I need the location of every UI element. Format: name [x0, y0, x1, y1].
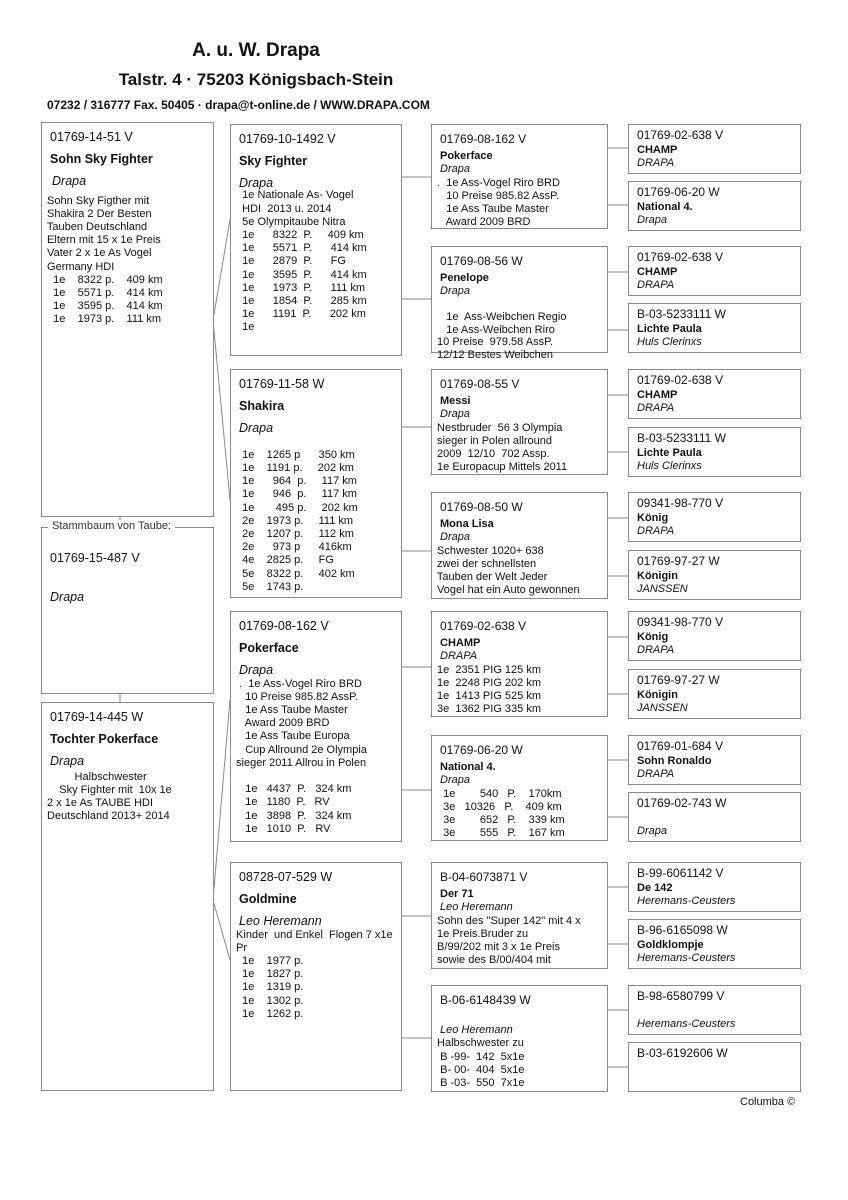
pigeon-name: CHAMP: [637, 389, 678, 402]
pigeon-name: CHAMP: [637, 144, 678, 157]
great-grandparent-card[interactable]: [431, 124, 608, 229]
ancestor-card[interactable]: [628, 862, 801, 912]
ancestor-card[interactable]: [628, 611, 801, 661]
breeder: DRAPA: [637, 768, 675, 781]
breeder: Drapa: [440, 285, 470, 298]
great-grandparent-card[interactable]: [431, 492, 608, 599]
connector-line: [213, 220, 230, 320]
ring-number: 01769-02-743 W: [637, 796, 727, 810]
pigeon-name: CHAMP: [440, 637, 481, 650]
ancestor-card[interactable]: [628, 303, 801, 353]
ring-number: 01769-06-20 W: [637, 185, 720, 199]
ring-number: 01769-97-27 W: [637, 673, 720, 687]
ring-number: 08728-07-529 W: [239, 870, 333, 884]
ancestor-card[interactable]: [628, 369, 801, 419]
ring-number: 01769-06-20 W: [440, 743, 523, 757]
breeder: DRAPA: [637, 279, 675, 292]
breeder: JANSSEN: [637, 583, 688, 596]
notes: 1e 1265 p 350 km 1e 1191 p. 202 km 1e 964 p. 117 km 1e 946 p. 117 km 1e 495 p. 202 km 2e 1973 p. 111 km 2e 1207 p. 112 km 2e 973 p 416km 4e 2825 p. FG 5e 8322 p. 402 km 5e 1743 p.: [242, 448, 358, 593]
breeder: Drapa: [440, 163, 470, 176]
notes: Sohn Sky Figther mit Shakira 2 Der Besten Tauben Deutschland Eltern mit 15 x 1e Preis Vater 2 x 1e As Vogel Germany HDI 1e 8322 p. 409 km 1e 5571 p. 414 km 1e 3595 p. 414 km 1e 1973 p. 111 km: [46, 194, 163, 326]
pigeon-name: Lichte Paula: [637, 447, 702, 460]
ring-number: 01769-08-56 W: [440, 254, 523, 268]
connector-line: [213, 900, 230, 960]
ring-number: B-03-5233111 W: [637, 431, 726, 445]
breeder: Drapa: [239, 663, 274, 678]
pedigree-legend: Stammbaum von Taube:: [48, 520, 175, 533]
pigeon-name: Lichte Paula: [637, 323, 702, 336]
notes: 1e 540 P. 170km 3e 10326 P. 409 km 3e 652 P. 339 km 3e 555 P. 167 km: [443, 787, 565, 840]
ring-number: 01769-02-638 V: [637, 250, 724, 264]
ring-number: 01769-01-684 V: [637, 739, 724, 753]
ring-number: 01769-02-638 V: [440, 619, 527, 633]
great-grandparent-card[interactable]: [431, 862, 608, 969]
ring-number: 09341-98-770 V: [637, 496, 724, 510]
pigeon-name: Pokerface: [440, 150, 493, 163]
footer-credit: Columba ©: [740, 1096, 796, 1108]
breeder: Heremans-Ceusters: [637, 1018, 736, 1031]
ancestor-card[interactable]: [628, 1042, 801, 1092]
breeder: JANSSEN: [637, 702, 688, 715]
notes: Halbschwester zu B -99- 142 5x1e B- 00- 404 5x1e B -03- 550 7x1e: [437, 1037, 525, 1090]
breeder-address: Talstr. 4 · 75203 Königsbach-Stein: [118, 70, 394, 89]
breeder: DRAPA: [637, 525, 675, 538]
breeder: DRAPA: [637, 644, 675, 657]
ring-number: B-98-6580799 V: [637, 989, 725, 1003]
pigeon-name: König: [637, 631, 669, 644]
pigeon-name: Tochter Pokerface: [50, 732, 159, 747]
breeder: DRAPA: [637, 157, 675, 170]
breeder: Drapa: [440, 774, 470, 787]
ring-number: 01769-02-638 V: [637, 128, 724, 142]
breeder: Drapa: [50, 754, 85, 769]
pigeon-name: Sky Fighter: [239, 154, 308, 169]
ring-number: 01769-14-51 V: [50, 130, 133, 144]
pigeon-name: National 4.: [440, 761, 496, 774]
ring-number: 01769-14-445 W: [50, 710, 144, 724]
ancestor-card[interactable]: [628, 427, 801, 477]
ancestor-card[interactable]: [628, 492, 801, 542]
pigeon-name: Königin: [637, 570, 678, 583]
breeder: Leo Heremann: [440, 901, 513, 914]
breeder: Drapa: [637, 214, 667, 227]
ancestor-card[interactable]: [628, 735, 801, 785]
breeder: Drapa: [440, 531, 470, 544]
ring-number: 01769-08-50 W: [440, 500, 523, 514]
breeder: DRAPA: [440, 650, 478, 663]
notes: . 1e Ass-Vogel Riro BRD 10 Preise 985.82 AssP. 1e Ass Taube Master Award 2009 BRD 1e Ass Taube Europa Cup Allround 2e Olympia sieger 2011 Allrou in Polen 1e 4437 P. 324 km 1e 1180 P. RV 1e 3898 P. 324 km 1e 1010 P. RV: [236, 677, 367, 835]
notes: 1e Ass-Weibchen Regio 1e Ass-Weibchen Riro 10 Preise 979.58 AssP. 12/12 Bestes Weibchen: [437, 311, 567, 361]
ancestor-card[interactable]: [628, 985, 801, 1035]
pigeon-name: Messi: [440, 395, 471, 408]
ancestor-card[interactable]: [628, 550, 801, 600]
pigeon-name: [637, 812, 792, 825]
breeder: Drapa: [239, 421, 274, 436]
great-grandparent-card[interactable]: [431, 985, 608, 1092]
ancestor-card[interactable]: [628, 124, 801, 174]
pigeon-name: Der 71: [440, 888, 474, 901]
breeder: Heremans-Ceusters: [637, 952, 736, 965]
grandparent-card[interactable]: [230, 611, 402, 842]
breeder: Huls Clerinxs: [637, 336, 702, 349]
ring-number: 01769-08-162 V: [239, 619, 329, 633]
ring-number: 01769-02-638 V: [637, 373, 724, 387]
pigeon-name: Sohn Sky Fighter: [50, 152, 153, 167]
notes: Schwester 1020+ 638 zwei der schnellsten Tauben der Welt Jeder Vogel hat ein Auto gewonnen: [436, 544, 580, 597]
breeder: Drapa: [52, 174, 87, 189]
pigeon-name: Pokerface: [239, 641, 299, 656]
mother-card[interactable]: [41, 702, 214, 1091]
pigeon-name: Shakira: [239, 399, 285, 414]
ring-number: 01769-08-162 V: [440, 132, 527, 146]
great-grandparent-card[interactable]: [431, 735, 608, 841]
great-grandparent-card[interactable]: [431, 246, 608, 361]
ring-number: B-04-6073871 V: [440, 870, 528, 884]
connector-line: [213, 320, 230, 500]
notes: 1e 2351 PIG 125 km 1e 2248 PIG 202 km 1e 1413 PIG 525 km 3e 1362 PIG 335 km: [437, 663, 542, 716]
breeder: Drapa: [637, 825, 667, 838]
pigeon-name: CHAMP: [637, 266, 678, 279]
grandparent-card[interactable]: [230, 124, 402, 356]
breeder: DRAPA: [637, 402, 675, 415]
ancestor-card[interactable]: [628, 669, 801, 719]
pigeon-name: Goldmine: [239, 892, 297, 907]
ancestor-card[interactable]: [628, 792, 801, 842]
ring-number: B-96-6165098 W: [637, 923, 728, 937]
breeder-name: A. u. W. Drapa: [192, 40, 320, 61]
breeder-contact: 07232 / 316777 Fax. 50405 · drapa@t-online.de / WWW.DRAPA.COM: [47, 98, 430, 112]
pigeon-name: Goldklompje: [637, 939, 704, 952]
pigeon-name: [637, 1062, 792, 1075]
breeder: Drapa: [440, 408, 470, 421]
pigeon-name: Penelope: [440, 272, 489, 285]
pigeon-name: [637, 1005, 792, 1018]
pigeon-name: Sohn Ronaldo: [637, 755, 712, 768]
notes: Nestbruder 56 3 Olympia sieger in Polen allround 2009 12/10 702 Assp. 1e Europacup Mittels 2011: [437, 421, 568, 474]
subject-card[interactable]: [41, 520, 214, 694]
notes: . 1e Ass-Vogel Riro BRD 10 Preise 985.82 AssP. 1e Ass Taube Master Award 2009 BRD: [437, 176, 560, 229]
ring-number: 09341-98-770 V: [637, 615, 724, 629]
ancestor-card[interactable]: [628, 919, 801, 969]
breeder: Drapa: [50, 590, 85, 605]
breeder: Drapa: [239, 176, 274, 191]
breeder: Leo Heremann: [239, 914, 322, 929]
ring-number: 01769-97-27 W: [637, 554, 720, 568]
notes: Halbschwester Sky Fighter mit 10x 1e 2 x 1e As TAUBE HDI Deutschland 2013+ 2014: [47, 770, 172, 823]
breeder: Leo Heremann: [440, 1024, 513, 1037]
ring-number: B-99-6061142 V: [637, 866, 724, 880]
grandparent-card[interactable]: [230, 862, 402, 1091]
ring-number: 01769-08-55 V: [440, 377, 520, 391]
pigeon-name: Mona Lisa: [440, 518, 494, 531]
pigeon-name: [440, 1011, 599, 1024]
grandparent-card[interactable]: [230, 369, 402, 598]
ring-number: B-03-5233111 W: [637, 307, 726, 321]
breeder: Huls Clerinxs: [637, 460, 702, 473]
breeder: Heremans-Ceusters: [637, 895, 736, 908]
notes: Sohn des "Super 142" mit 4 x 1e Preis.Bruder zu B/99/202 mit 3 x 1e Preis sowie des B/00/404 mit: [437, 914, 581, 967]
pigeon-name: De 142: [637, 882, 673, 895]
ring-number: B-06-6148439 W: [440, 993, 531, 1007]
ancestor-card[interactable]: [628, 181, 801, 231]
great-grandparent-card[interactable]: [431, 369, 608, 475]
connector-line: [213, 700, 230, 900]
ring-number: 01769-10-1492 V: [239, 132, 336, 146]
ring-number: 01769-15-487 V: [50, 551, 140, 565]
great-grandparent-card[interactable]: [431, 611, 608, 717]
notes: Kinder und Enkel Flogen 7 x1e Pr 1e 1977 p. 1e 1827 p. 1e 1319 p. 1e 1302 p. 1e 1262 p.: [236, 928, 393, 1020]
ring-number: B-03-6192606 W: [637, 1046, 728, 1060]
pigeon-name: König: [637, 512, 669, 525]
ring-number: 01769-11-58 W: [239, 377, 325, 391]
notes: 1e Nationale As- Vogel HDI 2013 u. 2014 5e Olympitaube Nitra 1e 8322 P. 409 km 1e 5571 P. 414 km 1e 2879 P. FG 1e 3595 P. 414 km 1e 1973 P. 111 km 1e 1854 P. 285 km 1e 1191 P. 202 km 1e: [242, 189, 367, 334]
father-card[interactable]: [41, 122, 214, 517]
pigeon-name: National 4.: [637, 201, 693, 214]
ancestor-card[interactable]: [628, 246, 801, 296]
pigeon-name: Königin: [637, 689, 678, 702]
